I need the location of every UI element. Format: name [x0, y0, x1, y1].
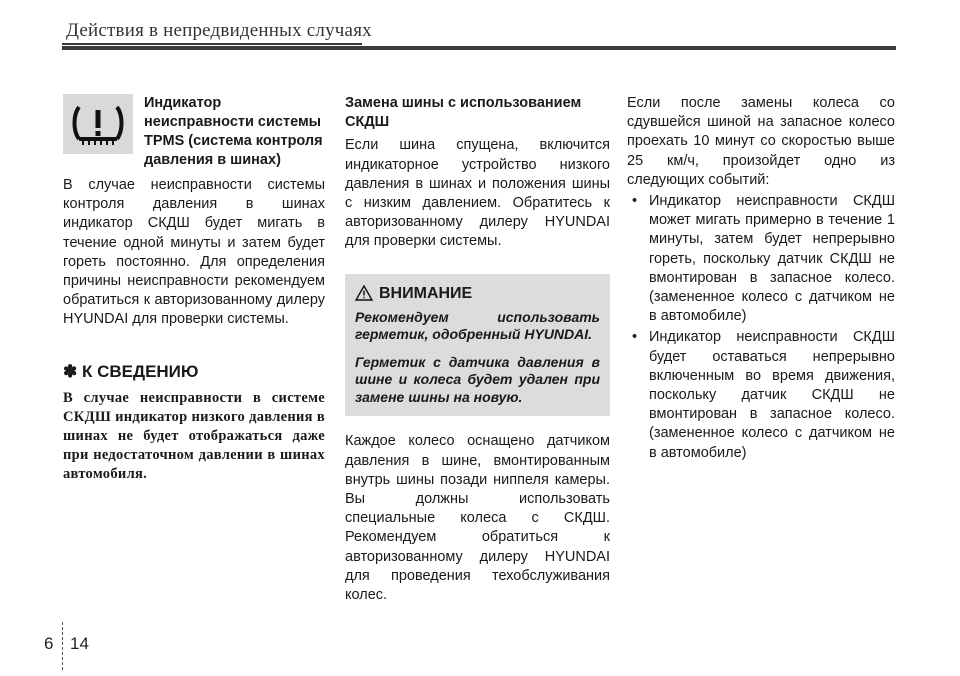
column-1	[63, 94, 325, 484]
list-item: • Индикатор неисправности СКДШ будет оставаться непрерывно включенным во время движения, поскольку датчик СКДШ не вмонтирован в запасное колесо. (замененное колесо с датчиком не в автомобиле)	[627, 328, 895, 462]
sensor-paragraph: Каждое колесо оснащено датчиком давления в шине, вмонтированным внутрь шины позади ниппеля камеры. Вы должны использовать специальные колеса с СКДШ. Рекомендуем обратиться к авторизованному дилеру HYUNDAI для проведения техобслуживания колес.	[345, 433, 610, 603]
events-list	[627, 192, 895, 463]
page-number: 14	[70, 634, 89, 653]
page-header-title: Действия в непредвиденных случаях	[66, 20, 372, 41]
tire-change-paragraph: Если шина спущена, включится индикаторное устройство низкого давления в шинах и положения шины с низким давлением. Обратитесь к авторизованному дилеру HYUNDAI для проверки системы.	[345, 137, 610, 250]
spare-wheel-paragraph: Если после замены колеса со сдувшейся шиной на запасное колесо проехать 10 минут со скоростью выше 25 км/ч, произойдет одно из следующих событий:	[627, 95, 895, 188]
header-rule	[62, 46, 896, 50]
caution-heading	[355, 284, 600, 303]
caution-paragraph-2: Герметик с датчика давления в шине и колеса будет удален при замене шины на новую.	[355, 353, 600, 405]
caution-paragraph-1: Рекомендуем использовать герметик, одобренный HYUNDAI.	[355, 308, 600, 343]
warning-triangle-icon	[355, 285, 373, 301]
chapter-number: 6	[44, 634, 54, 653]
note-heading: ✽ К СВЕДЕНИЮ	[63, 361, 199, 381]
header-rule-thin	[62, 43, 362, 45]
column-2	[345, 94, 610, 605]
indicator-paragraph: В случае неисправности системы контроля давления в шинах индикатор СКДШ будет мигать в течение одной минуты и затем будет гореть постоянно. Для определения причины неисправности рекомендуем обратиться к авторизованному дилеру HYUNDAI для проверки системы.	[63, 177, 325, 328]
tpms-warning-icon	[63, 94, 133, 154]
tire-change-subtitle: Замена шины с использованием СКДШ	[345, 95, 582, 131]
indicator-block	[63, 94, 325, 170]
note-text: В случае неисправности в системе СКДШ индикатор низкого давления в шинах не будет отображаться даже при недостаточном давлении в шинах автомобиля.	[63, 389, 325, 482]
caution-box	[345, 274, 610, 417]
column-3	[627, 94, 895, 465]
footer-divider	[62, 622, 64, 670]
indicator-title: Индикатор неисправности системы TPMS (система контроля давления в шинах)	[144, 95, 323, 168]
caution-heading-text: ВНИМАНИЕ	[379, 284, 473, 302]
list-item: • Индикатор неисправности СКДШ может мигать примерно в течение 1 минуты, затем будет непрерывно гореть, поскольку датчик СКДШ не вмонтирован в запасное колесо. (замененное колесо с датчиком не в автомобиле)	[627, 192, 895, 326]
